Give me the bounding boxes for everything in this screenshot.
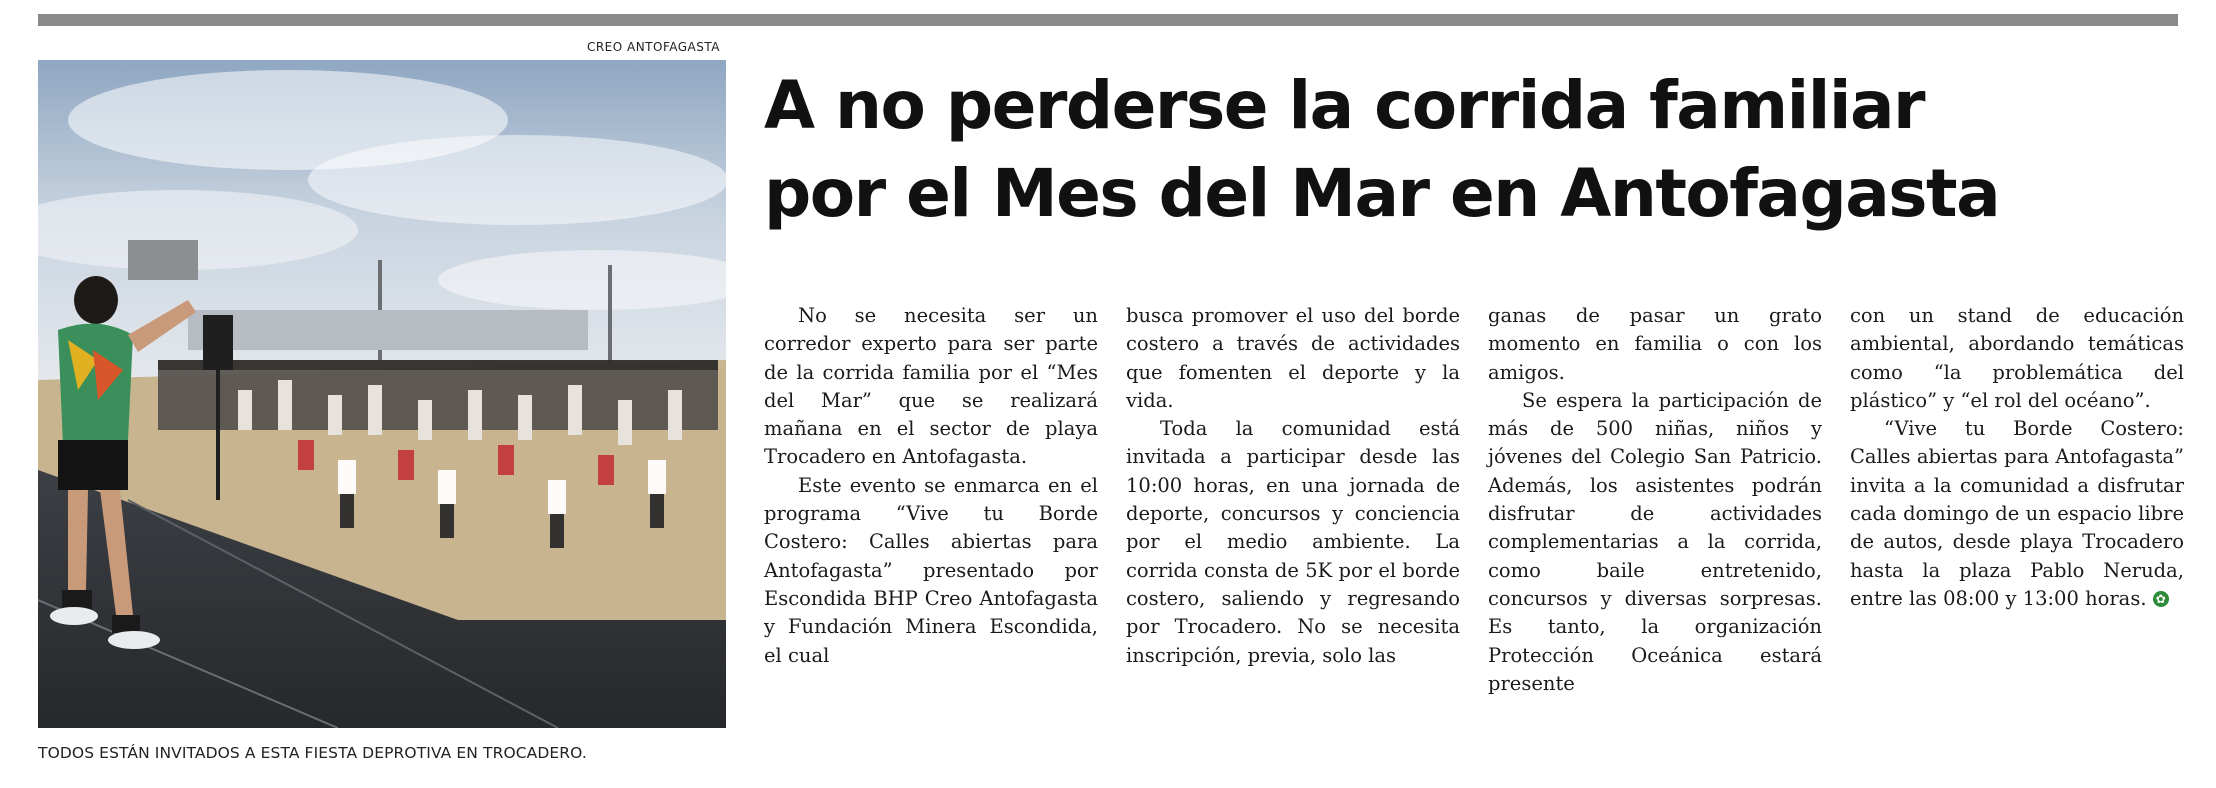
paragraph: ganas de pasar un grato momento en familia o con los amigos.	[1488, 304, 1822, 384]
top-rule	[38, 14, 2178, 26]
paragraph: con un stand de educación ambiental, abordando temáticas como “la problemática del plástico” y “el rol del océano”.	[1850, 304, 2184, 412]
text-column-3	[1488, 302, 1822, 782]
article-photo	[38, 60, 726, 728]
article-body	[764, 302, 2184, 782]
end-of-article-icon: ✿	[2153, 591, 2169, 607]
paragraph: Este evento se enmarca en el programa “Vive tu Borde Costero: Calles abiertas para Antofagasta” presentado por Escondida BHP Creo Antofagasta y Fundación Minera Escondida, el cual	[764, 473, 1098, 667]
paragraph	[1850, 415, 2184, 613]
headline-line-1: A no perderse la corrida familiar	[764, 67, 1925, 144]
headline	[764, 62, 2184, 238]
photo-credit: CREO ANTOFAGASTA	[586, 40, 720, 54]
closing-text: “Vive tu Borde Costero: Calles abiertas para Antofagasta” invita a la comunidad a disfrutar cada domingo de un espacio libre de autos, desde playa Trocadero hasta la plaza Pablo Neruda, entre las 08:00 y 13:00 horas.	[1850, 417, 2184, 610]
paragraph: Se espera la participación de más de 500 niñas, niños y jóvenes del Colegio San Patricio. Además, los asistentes podrán disfrutar de actividades complementarias a la corrida, como baile entretenido, concursos y diversas sorpresas. Es tanto, la organización Protección Oceánica estará presente	[1488, 388, 1822, 695]
text-column-2	[1126, 302, 1460, 782]
text-column-1	[764, 302, 1098, 782]
paragraph: No se necesita ser un corredor experto para ser parte de la corrida familia por el “Mes del Mar” que se realizará mañana en el sector de playa Trocadero en Antofagasta.	[764, 304, 1098, 469]
paragraph: Toda la comunidad está invitada a participar desde las 10:00 horas, en una jornada de deporte, concursos y conciencia por el medio ambiente. La corrida consta de 5K por el borde costero, saliendo y regresando por Trocadero. No se necesita inscripción, previa, solo las	[1126, 417, 1460, 667]
text-column-4	[1850, 302, 2184, 782]
photo-caption: TODOS ESTÁN INVITADOS A ESTA FIESTA DEPROTIVA EN TROCADERO.	[38, 744, 587, 762]
paragraph: busca promover el uso del borde costero a través de actividades que fomenten el deporte y la vida.	[1126, 304, 1460, 412]
headline-line-2: por el Mes del Mar en Antofagasta	[764, 155, 2000, 232]
